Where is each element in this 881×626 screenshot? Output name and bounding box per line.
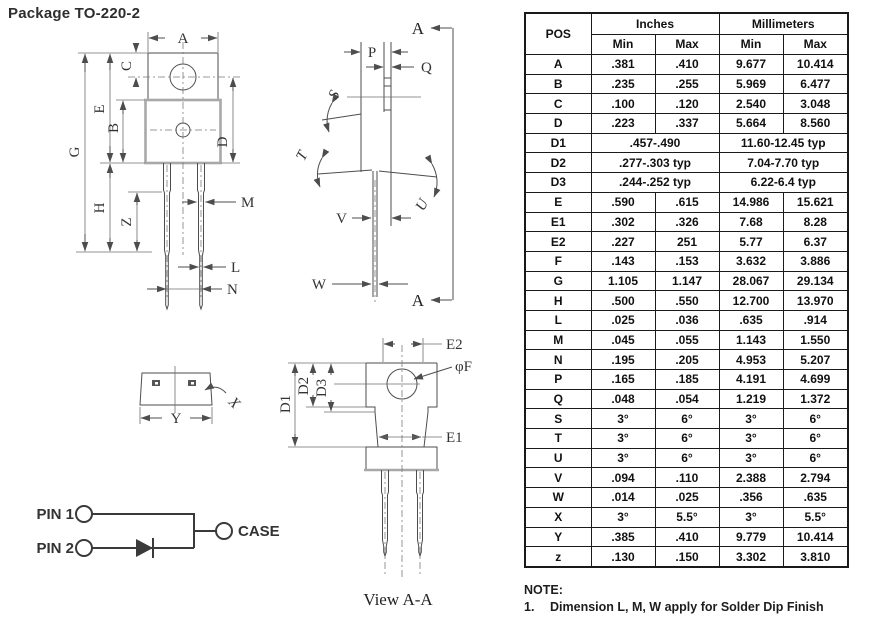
- table-cell: 28.067: [719, 271, 783, 291]
- table-cell: 14.986: [719, 192, 783, 212]
- table-row: [525, 488, 848, 508]
- dim-label-t: T: [293, 148, 312, 164]
- table-cell: 5.77: [719, 232, 783, 252]
- table-cell: 2.388: [719, 468, 783, 488]
- table-cell: 5.5°: [783, 507, 848, 527]
- table-cell: 11.60-12.45 typ: [719, 133, 848, 153]
- case-terminal: [216, 523, 232, 539]
- dim-label-f: φF: [455, 359, 472, 375]
- table-cell: V: [525, 468, 591, 488]
- table-cell: 12.700: [719, 291, 783, 311]
- table-cell: 3°: [719, 429, 783, 449]
- table-cell: 4.191: [719, 370, 783, 390]
- table-cell: S: [525, 409, 591, 429]
- table-cell: .120: [655, 94, 719, 114]
- table-cell: .326: [655, 212, 719, 232]
- table-cell: .223: [591, 114, 655, 134]
- table-cell: .615: [655, 192, 719, 212]
- table-cell: N: [525, 350, 591, 370]
- table-cell: E2: [525, 232, 591, 252]
- table-cell: 3°: [591, 448, 655, 468]
- table-cell: .235: [591, 74, 655, 94]
- table-cell: .302: [591, 212, 655, 232]
- table-cell: 3°: [719, 409, 783, 429]
- dimension-table: [524, 12, 849, 568]
- rear-view-base: [366, 447, 437, 470]
- table-cell: 3°: [591, 429, 655, 449]
- table-cell: .014: [591, 488, 655, 508]
- table-cell: 5.969: [719, 74, 783, 94]
- table-cell: 7.68: [719, 212, 783, 232]
- dim-label-l: L: [231, 260, 241, 276]
- top-view-drawing: [140, 366, 243, 427]
- table-cell: .381: [591, 55, 655, 75]
- table-row: [525, 173, 848, 193]
- table-cell: .500: [591, 291, 655, 311]
- table-cell: Q: [525, 389, 591, 409]
- table-cell: X: [525, 507, 591, 527]
- pin1-label: PIN 1: [36, 506, 74, 523]
- dim-label-b: B: [106, 122, 122, 134]
- table-cell: 8.560: [783, 114, 848, 134]
- table-cell: .635: [719, 310, 783, 330]
- table-row: [525, 429, 848, 449]
- table-cell: 2.794: [783, 468, 848, 488]
- table-cell: .130: [591, 547, 655, 567]
- table-cell: D3: [525, 173, 591, 193]
- table-row: [525, 389, 848, 409]
- table-row: [525, 547, 848, 567]
- dim-label-q: Q: [421, 60, 432, 76]
- table-cell: Y: [525, 527, 591, 547]
- table-cell: .410: [655, 55, 719, 75]
- dim-label-a: A: [177, 31, 189, 47]
- table-cell: 4.953: [719, 350, 783, 370]
- table-cell: .045: [591, 330, 655, 350]
- table-cell: 4.699: [783, 370, 848, 390]
- table-cell: 6°: [783, 409, 848, 429]
- table-cell: 6°: [783, 448, 848, 468]
- table-cell: .205: [655, 350, 719, 370]
- section-label-a-bottom: A: [411, 291, 424, 310]
- table-cell: P: [525, 370, 591, 390]
- table-cell: E: [525, 192, 591, 212]
- table-row: [525, 350, 848, 370]
- pin2-terminal: [76, 540, 92, 556]
- header-millimeters: Millimeters: [719, 13, 848, 34]
- dim-label-e1: E1: [446, 430, 463, 446]
- header-inch-min: Min: [591, 34, 655, 55]
- table-cell: 5.5°: [655, 507, 719, 527]
- table-cell: .385: [591, 527, 655, 547]
- table-cell: .195: [591, 350, 655, 370]
- table-cell: .635: [783, 488, 848, 508]
- dim-label-d2: D2: [296, 376, 312, 396]
- diode-symbol: [136, 539, 153, 557]
- table-cell: B: [525, 74, 591, 94]
- table-row: [525, 271, 848, 291]
- table-row: [525, 527, 848, 547]
- dim-label-x: X: [224, 394, 243, 413]
- table-cell: 15.621: [783, 192, 848, 212]
- table-cell: .094: [591, 468, 655, 488]
- header-pos: POS: [525, 13, 591, 55]
- table-cell: 6°: [655, 448, 719, 468]
- table-cell: 3°: [719, 507, 783, 527]
- table-row: [525, 468, 848, 488]
- pin2-label: PIN 2: [36, 540, 74, 557]
- table-cell: D: [525, 114, 591, 134]
- table-cell: 8.28: [783, 212, 848, 232]
- table-cell: U: [525, 448, 591, 468]
- table-cell: .356: [719, 488, 783, 508]
- table-row: [525, 291, 848, 311]
- case-label: CASE: [238, 523, 280, 540]
- table-cell: .025: [655, 488, 719, 508]
- table-cell: F: [525, 251, 591, 271]
- table-row: [525, 153, 848, 173]
- table-cell: 3.810: [783, 547, 848, 567]
- dim-label-d1: D1: [278, 394, 294, 414]
- table-row: [525, 310, 848, 330]
- table-cell: 3.886: [783, 251, 848, 271]
- table-cell: 10.414: [783, 527, 848, 547]
- table-row: [525, 212, 848, 232]
- header-mm-min: Min: [719, 34, 783, 55]
- table-cell: 5.664: [719, 114, 783, 134]
- table-cell: 6.477: [783, 74, 848, 94]
- table-cell: H: [525, 291, 591, 311]
- internal-schematic: [36, 506, 279, 558]
- table-row: [525, 507, 848, 527]
- dim-label-s: S: [325, 88, 344, 103]
- table-row: [525, 448, 848, 468]
- dim-label-h: H: [92, 202, 108, 214]
- table-cell: .277-.303 typ: [591, 153, 719, 173]
- dim-label-m: M: [241, 195, 255, 211]
- note-item-text: Dimension L, M, W apply for Solder Dip Finish: [550, 600, 824, 614]
- table-cell: E1: [525, 212, 591, 232]
- table-row: [525, 251, 848, 271]
- side-view-drawing: [293, 19, 453, 310]
- section-label-a-top: A: [411, 19, 424, 38]
- table-cell: .227: [591, 232, 655, 252]
- table-cell: D1: [525, 133, 591, 153]
- note-item: [524, 599, 874, 616]
- table-row: [525, 370, 848, 390]
- table-cell: 3°: [591, 507, 655, 527]
- dim-label-p: P: [367, 45, 377, 61]
- dim-label-v: V: [336, 211, 347, 227]
- table-row: [525, 94, 848, 114]
- table-cell: .590: [591, 192, 655, 212]
- table-cell: 3.302: [719, 547, 783, 567]
- table-cell: .100: [591, 94, 655, 114]
- dim-label-e: E: [92, 104, 108, 114]
- table-cell: M: [525, 330, 591, 350]
- table-row: [525, 133, 848, 153]
- table-cell: .410: [655, 527, 719, 547]
- table-cell: .914: [783, 310, 848, 330]
- dim-label-g: G: [67, 146, 83, 158]
- dim-label-y: Y: [170, 411, 182, 427]
- table-cell: .153: [655, 251, 719, 271]
- table-cell: .165: [591, 370, 655, 390]
- table-cell: .244-.252 typ: [591, 173, 719, 193]
- table-cell: G: [525, 271, 591, 291]
- note-block: [524, 582, 874, 616]
- dim-label-w: W: [311, 277, 326, 293]
- dim-label-z: Z: [119, 217, 135, 227]
- table-row: [525, 330, 848, 350]
- pin1-terminal: [76, 506, 92, 522]
- table-cell: T: [525, 429, 591, 449]
- table-cell: .054: [655, 389, 719, 409]
- page-title: Package TO-220-2: [8, 5, 141, 22]
- table-cell: 13.970: [783, 291, 848, 311]
- header-inches: Inches: [591, 13, 719, 34]
- dim-table-body: [525, 55, 848, 567]
- table-cell: 6.37: [783, 232, 848, 252]
- dim-label-c: C: [119, 60, 135, 72]
- dim-label-n: N: [227, 282, 238, 298]
- top-view-body: [140, 373, 212, 405]
- table-cell: 1.550: [783, 330, 848, 350]
- dim-label-d: D: [215, 136, 231, 148]
- table-cell: 6.22-6.4 typ: [719, 173, 848, 193]
- table-cell: 251: [655, 232, 719, 252]
- table-cell: 3.048: [783, 94, 848, 114]
- table-cell: .550: [655, 291, 719, 311]
- table-cell: 2.540: [719, 94, 783, 114]
- table-cell: .457-.490: [591, 133, 719, 153]
- table-cell: 5.207: [783, 350, 848, 370]
- table-row: [525, 55, 848, 75]
- table-cell: 9.677: [719, 55, 783, 75]
- header-inch-max: Max: [655, 34, 719, 55]
- table-cell: A: [525, 55, 591, 75]
- table-cell: .185: [655, 370, 719, 390]
- table-cell: 10.414: [783, 55, 848, 75]
- table-cell: 3°: [719, 448, 783, 468]
- table-cell: 6°: [655, 409, 719, 429]
- table-cell: z: [525, 547, 591, 567]
- table-cell: C: [525, 94, 591, 114]
- table-cell: .025: [591, 310, 655, 330]
- table-cell: 6°: [783, 429, 848, 449]
- table-cell: 1.219: [719, 389, 783, 409]
- table-cell: .255: [655, 74, 719, 94]
- table-cell: 1.147: [655, 271, 719, 291]
- table-cell: .055: [655, 330, 719, 350]
- table-cell: 3°: [591, 409, 655, 429]
- table-cell: W: [525, 488, 591, 508]
- table-cell: .143: [591, 251, 655, 271]
- table-cell: .110: [655, 468, 719, 488]
- view-caption: View A-A: [363, 590, 433, 609]
- table-row: [525, 232, 848, 252]
- table-row: [525, 114, 848, 134]
- table-row: [525, 409, 848, 429]
- table-cell: .150: [655, 547, 719, 567]
- table-row: [525, 74, 848, 94]
- note-item-number: 1.: [524, 600, 535, 614]
- table-cell: D2: [525, 153, 591, 173]
- front-view-drawing: [67, 31, 254, 309]
- table-cell: 1.105: [591, 271, 655, 291]
- dim-label-d3: D3: [314, 378, 330, 398]
- table-cell: 7.04-7.70 typ: [719, 153, 848, 173]
- table-cell: L: [525, 310, 591, 330]
- dim-label-e2: E2: [446, 337, 463, 353]
- table-cell: .036: [655, 310, 719, 330]
- rear-view-drawing: [278, 337, 472, 609]
- header-mm-max: Max: [783, 34, 848, 55]
- table-cell: .048: [591, 389, 655, 409]
- table-cell: 1.372: [783, 389, 848, 409]
- dim-label-u: U: [412, 196, 433, 214]
- table-cell: .337: [655, 114, 719, 134]
- table-cell: 9.779: [719, 527, 783, 547]
- table-row: [525, 192, 848, 212]
- table-cell: 1.143: [719, 330, 783, 350]
- table-cell: 3.632: [719, 251, 783, 271]
- note-heading: NOTE:: [524, 583, 563, 597]
- table-cell: 29.134: [783, 271, 848, 291]
- table-cell: 6°: [655, 429, 719, 449]
